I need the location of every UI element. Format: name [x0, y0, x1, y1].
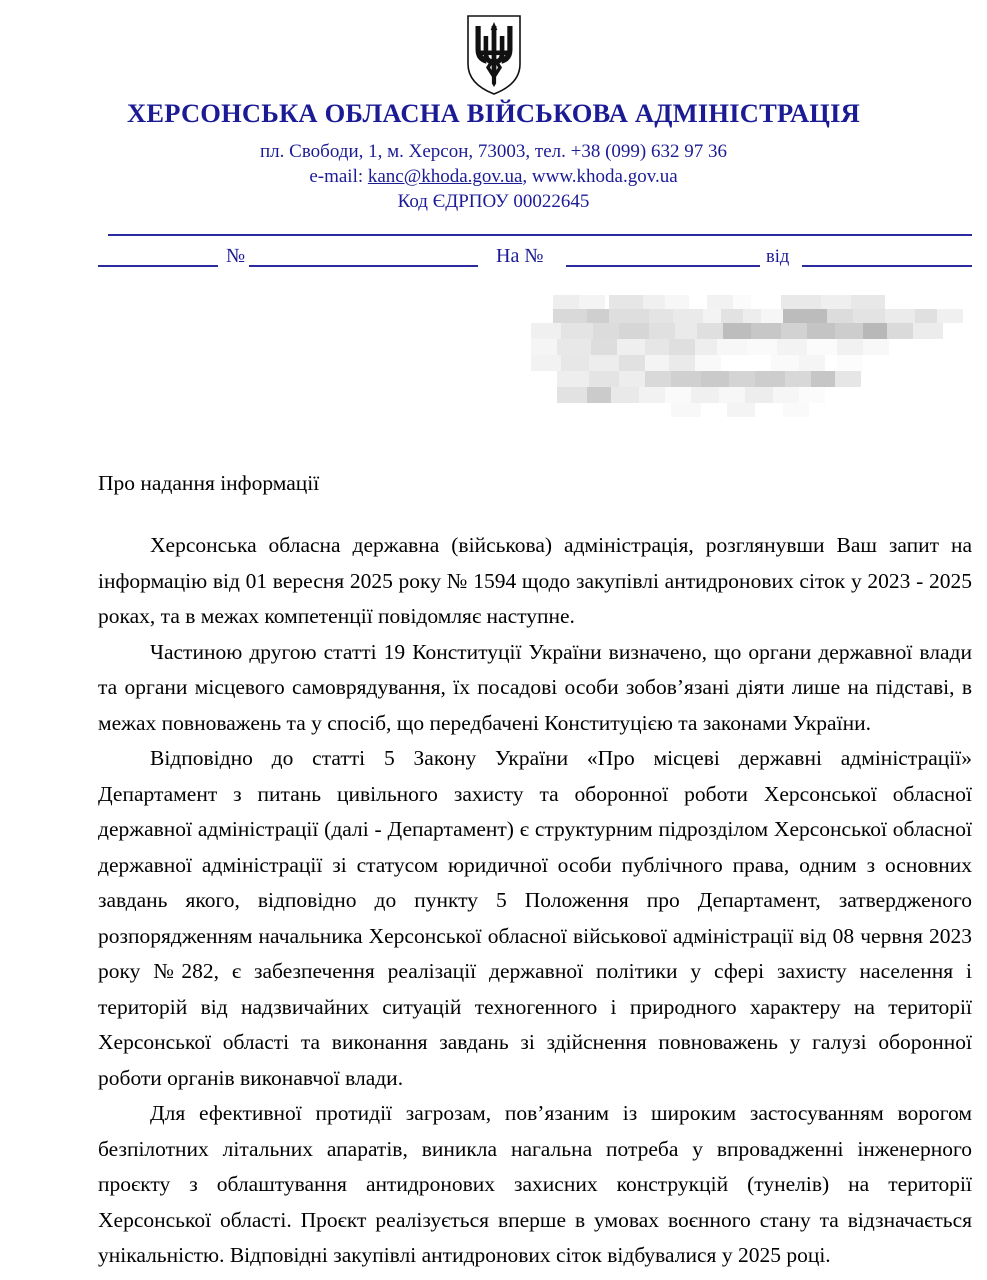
subject-line: Про надання інформації — [98, 471, 320, 495]
organization-title: ХЕРСОНСЬКА ОБЛАСНА ВІЙСЬКОВА АДМІНІСТРАЦІЯ — [127, 98, 860, 128]
website-link[interactable]: www.khoda.gov.ua — [531, 166, 678, 188]
body-paragraph: Херсонська обласна державна (військова) адміністрація, розглянувши Ваш запит на інформацію від 01 вересня 2025 року № 1594 щодо закупівлі антидронових сіток у 2023 - 2025 роках, та в межах компетенції повідомляє наступне. — [98, 533, 972, 628]
redacted-addressee-block — [531, 281, 980, 421]
reference-fields-block — [98, 234, 972, 282]
ukrainian-trident-icon — [465, 14, 523, 96]
body-paragraph: Частиною другою статті 19 Конституції України визначено, що органи державної влади та органи місцевого самоврядування, їх посадові особи зобов’язані діяти лише на підставі, в межах повноважень та у спосіб, що передбачені Конституцією та законами України. — [98, 639, 972, 735]
address-and-phone-line: пл. Свободи, 1, м. Херсон, 73003, тел. +38 (099) 632 97 36 — [260, 140, 727, 162]
outgoing-date-field-rule[interactable] — [98, 265, 218, 267]
outgoing-number-field-rule[interactable] — [249, 265, 478, 267]
email-label: e-mail: — [309, 166, 368, 188]
email-link[interactable]: kanc@khoda.gov.ua — [367, 166, 523, 188]
emblem-container — [0, 14, 987, 96]
document-body — [98, 528, 972, 1274]
outgoing-number-label: № — [226, 245, 246, 267]
body-paragraph: Для ефективної протидії загрозам, пов’язаним із широким застосуванням ворогом безпілотних літальних апаратів, виникла нагальна потреба у впровадженні інженерного проєкту з облаштування антидронових захисних конструкцій (тунелів) на території Херсонської області. Проєкт реалізується вперше в умовах воєнного стану та відзначається унікальністю. Відповідні закупівлі антидронових сіток відбувалися у 2025 році. — [98, 1101, 972, 1267]
body-paragraph: Відповідно до статті 5 Закону України «Про місцеві державні адміністрації» Департамент з питань цивільного захисту та оборонної роботи Херсонської обласної державної адміністрації (далі - Департамент) є структурним підрозділом Херсонської обласної державної адміністрації зі статусом юридичної особи публічного права, одним з основних завдань якого, відповідно до пункту 5 Положення про Департамент, затвердженого розпорядженням начальника Херсонської обласної військової адміністрації від 08 червня 2023 року №282, є забезпечення реалізації державної політики у сфері захисту населення і територій від надзвичайних ситуацій техногенного і природного характеру на території Херсонської області та виконання завдань зі здійснення повноважень у галузі оборонної роботи органів виконавчої влади. — [98, 746, 972, 1090]
reference-top-rule — [108, 234, 972, 236]
email-separator: , — [522, 166, 532, 188]
incoming-number-label: На № — [496, 245, 544, 267]
contact-block — [0, 139, 987, 215]
incoming-number-field-rule[interactable] — [566, 265, 760, 267]
incoming-date-label: від — [766, 247, 790, 267]
edrpou-code-line: Код ЄДРПОУ 00022645 — [397, 191, 590, 213]
email-and-website-line — [0, 164, 987, 189]
letterhead — [0, 100, 987, 215]
incoming-date-field-rule[interactable] — [802, 265, 972, 267]
